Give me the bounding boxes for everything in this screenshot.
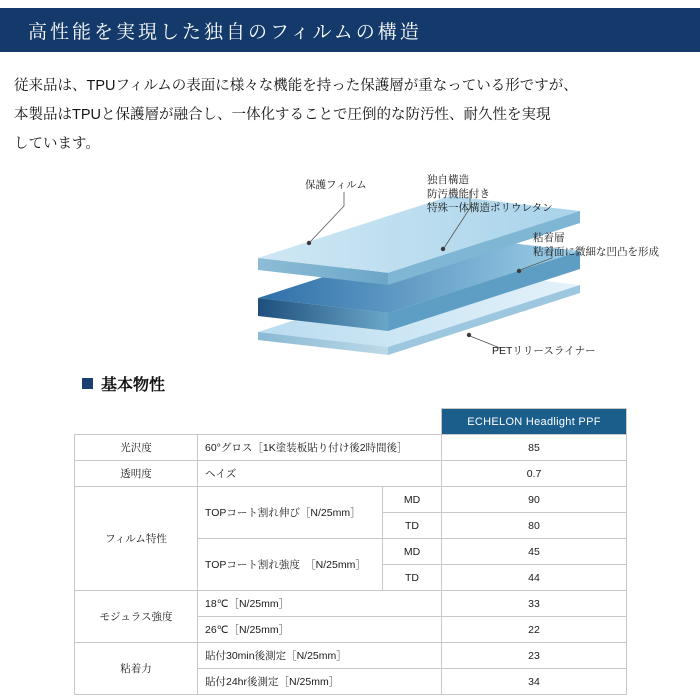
row-name-film-properties: フィルム特性 (75, 487, 198, 591)
section-heading-basic-properties (82, 372, 165, 395)
row-desc-transparency: ヘイズ (198, 461, 442, 487)
row-value-strength-md: 45 (442, 539, 627, 565)
table-row (75, 435, 627, 461)
row-value-elongation-md: 90 (442, 487, 627, 513)
table-row (75, 461, 627, 487)
section-heading-label: 基本物性 (101, 377, 166, 394)
row-desc-adhesion-30min: 貼付30min後測定［N/25mm］ (198, 643, 442, 669)
header-spacer-cell-2 (198, 409, 383, 435)
row-dir-strength-td: TD (383, 565, 442, 591)
row-value-modulus-18: 33 (442, 591, 627, 617)
label-adhesive-layer (533, 231, 659, 259)
row-desc-adhesion-24hr: 貼付24hr後測定［N/25mm］ (198, 669, 442, 695)
row-desc-modulus-18: 18℃［N/25mm］ (198, 591, 442, 617)
intro-line-3: しています。 (14, 136, 100, 152)
header-spacer-cell-3 (383, 409, 442, 435)
intro-line-2: 本製品はTPUと保護層が融合し、一体化することで圧倒的な防汚性、耐久性を実現 (14, 107, 551, 123)
row-desc-elongation: TOPコート割れ伸び［N/25mm］ (198, 487, 383, 539)
table-row (75, 643, 627, 669)
row-desc-strength: TOPコート割れ強度 ［N/25mm］ (198, 539, 383, 591)
spec-table-wrapper (74, 408, 627, 695)
spec-table (74, 408, 627, 695)
row-value-modulus-26: 22 (442, 617, 627, 643)
row-name-adhesion: 粘着力 (75, 643, 198, 695)
row-dir-elongation-td: TD (383, 513, 442, 539)
label-pet-liner: PETリリースライナー (492, 345, 596, 357)
label-unique-structure-line-3: 特殊一体構造ポリウレタン (427, 202, 553, 215)
row-value-adhesion-24hr: 34 (442, 669, 627, 695)
header-spacer-cell (75, 409, 198, 435)
row-desc-modulus-26: 26℃［N/25mm］ (198, 617, 442, 643)
intro-line-1: 従来品は、TPUフィルムの表面に様々な機能を持った保護層が重なっている形ですが、 (14, 78, 578, 94)
intro-paragraph (14, 72, 686, 159)
row-value-strength-td: 44 (442, 565, 627, 591)
row-name-transparency: 透明度 (75, 461, 198, 487)
label-adhesive-layer-line-2: 粘着面に微細な凹凸を形成 (533, 246, 659, 259)
table-header-row (75, 409, 627, 435)
label-unique-structure-line-2: 防汚機能付き (427, 188, 490, 201)
label-protective-film: 保護フィルム (305, 179, 367, 191)
row-value-gloss: 85 (442, 435, 627, 461)
row-name-modulus: モジュラス強度 (75, 591, 198, 643)
label-adhesive-layer-line-1: 粘着層 (533, 232, 565, 244)
row-dir-strength-md: MD (383, 539, 442, 565)
row-value-elongation-td: 80 (442, 513, 627, 539)
page-title: 高性能を実現した独自のフィルムの構造 (28, 21, 422, 43)
header-band (0, 8, 700, 52)
table-row (75, 487, 627, 513)
row-value-transparency: 0.7 (442, 461, 627, 487)
label-unique-structure (427, 173, 553, 216)
header-product-column: ECHELON Headlight PPF (442, 409, 627, 435)
row-desc-gloss: 60°グロス［1K塗装板貼り付け後2時間後］ (198, 435, 442, 461)
row-name-gloss: 光沢度 (75, 435, 198, 461)
square-bullet-icon (82, 378, 93, 389)
label-unique-structure-line-1: 独自構造 (427, 174, 469, 186)
film-structure-diagram (0, 158, 700, 373)
table-row (75, 591, 627, 617)
row-value-adhesion-30min: 23 (442, 643, 627, 669)
row-dir-elongation-md: MD (383, 487, 442, 513)
